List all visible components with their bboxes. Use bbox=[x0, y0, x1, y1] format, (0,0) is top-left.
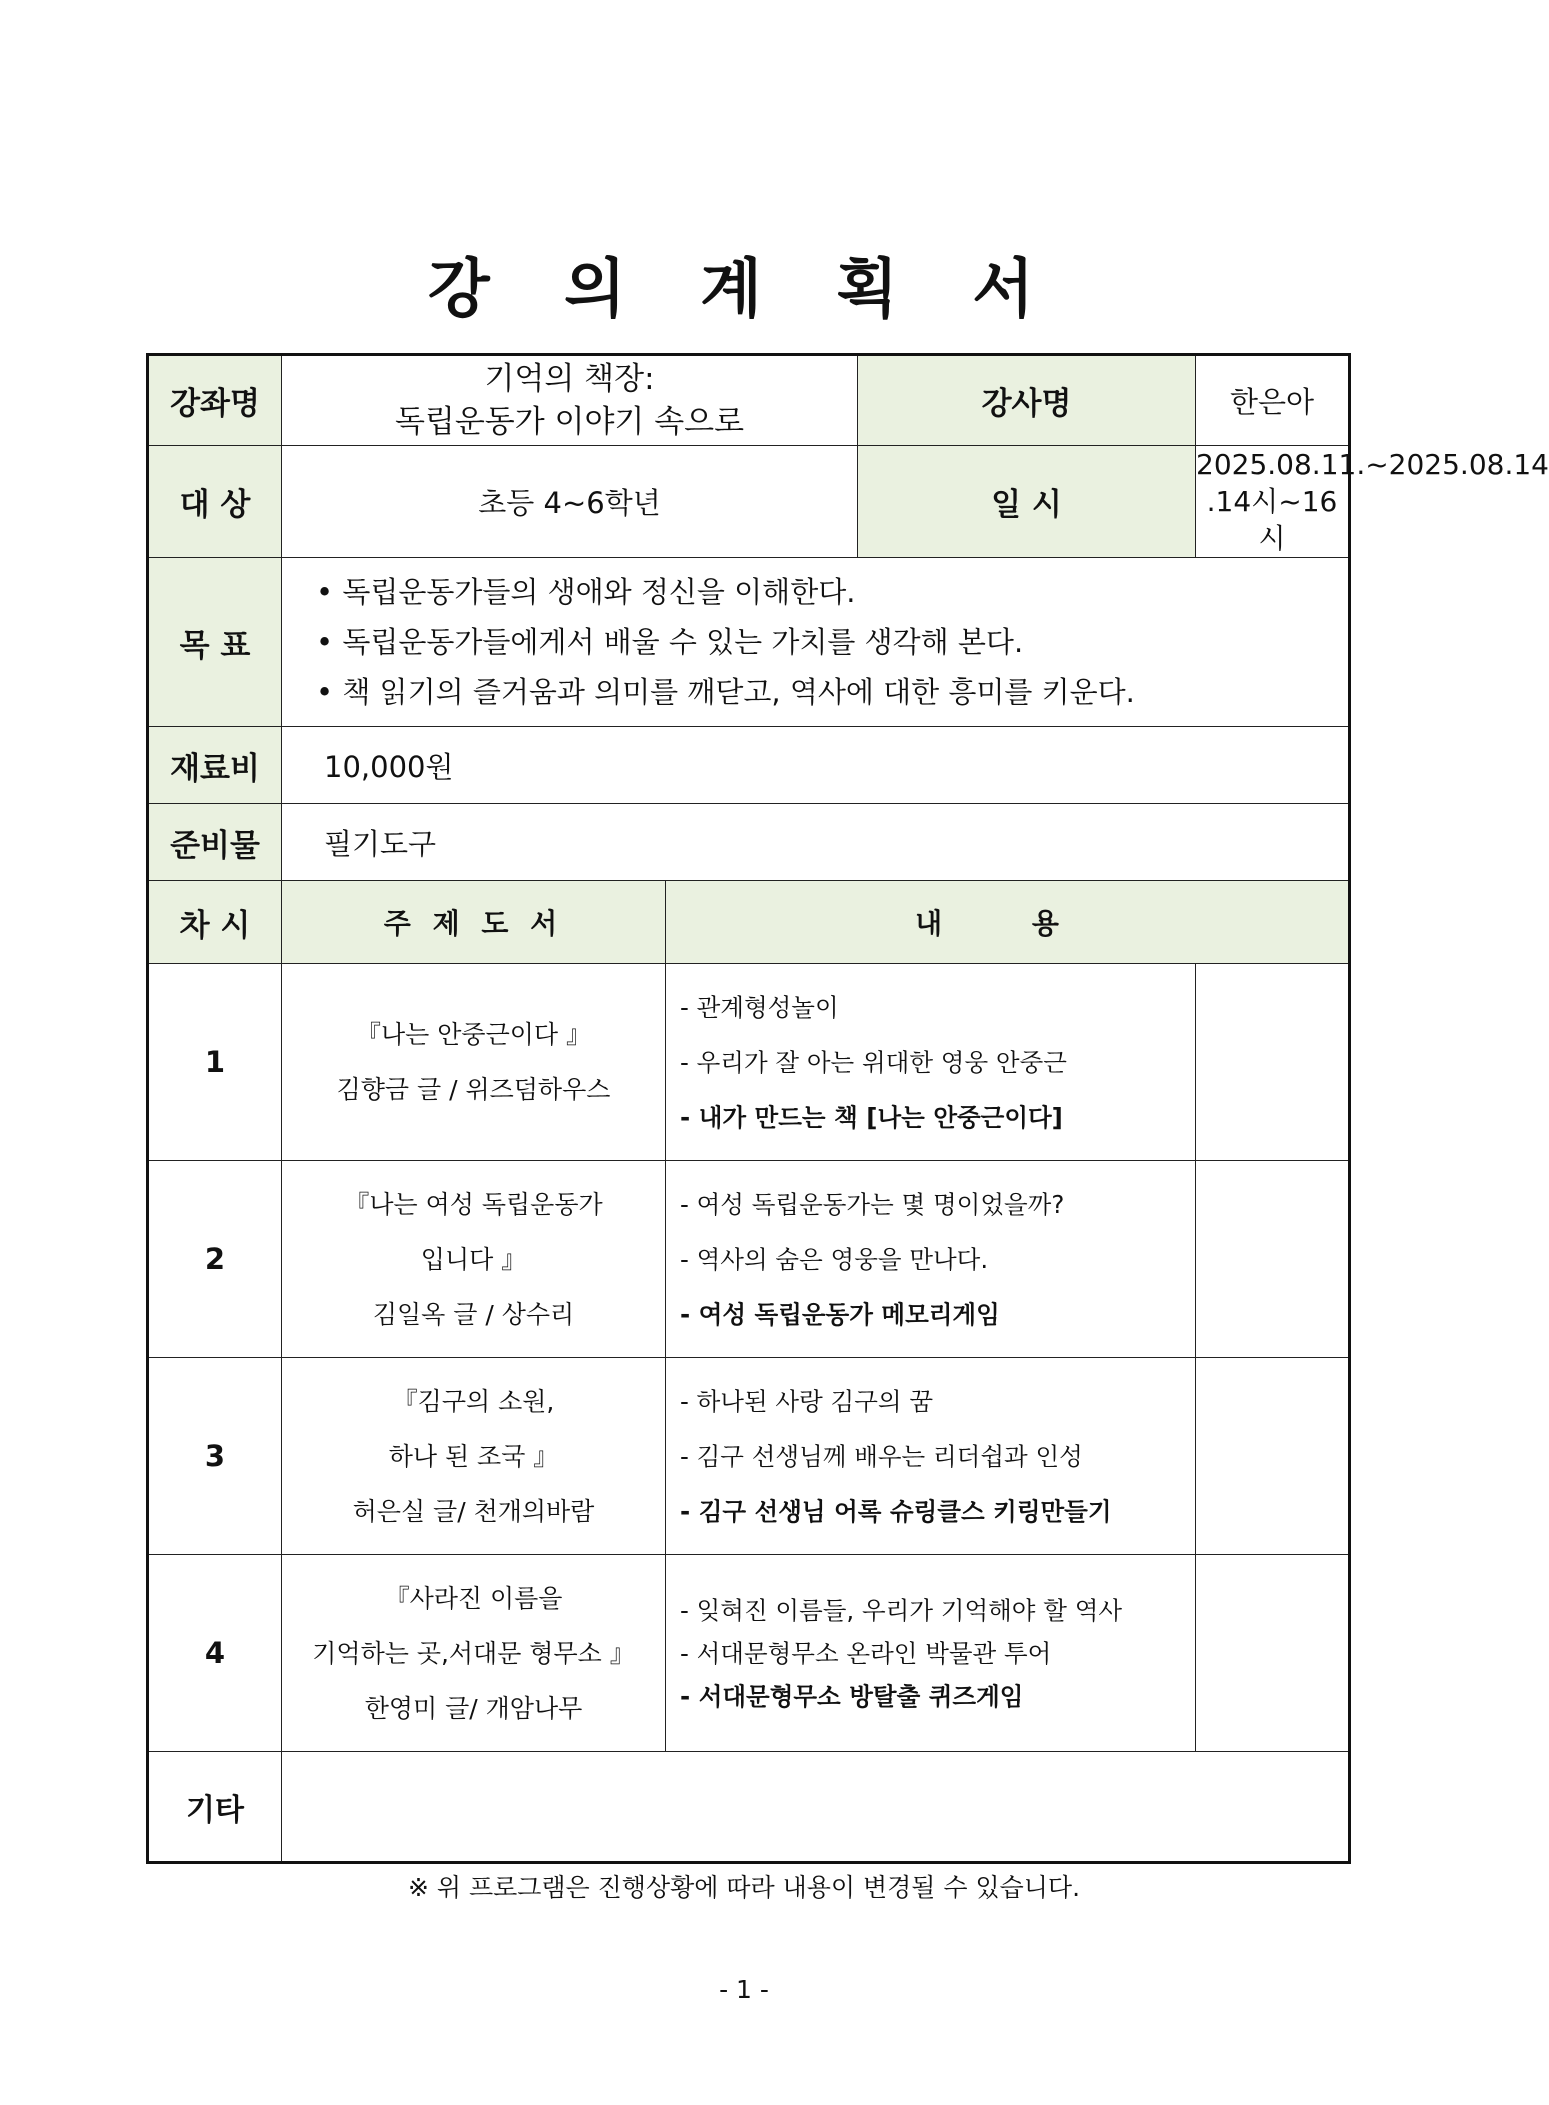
content-list bbox=[666, 1374, 1195, 1539]
date-value bbox=[1196, 446, 1549, 558]
instructor-label: 강사명 bbox=[858, 355, 1196, 446]
course-label: 강좌명 bbox=[148, 355, 282, 446]
book-author-line: 한영미 글/ 개암나무 bbox=[364, 1693, 583, 1723]
session-row-3 bbox=[148, 1358, 1350, 1555]
etc-label: 기타 bbox=[148, 1752, 282, 1863]
session-book bbox=[282, 1358, 666, 1555]
session-book bbox=[282, 1555, 666, 1752]
course-row bbox=[148, 355, 1350, 446]
date-label: 일 시 bbox=[858, 446, 1196, 558]
etc-value bbox=[282, 1752, 1350, 1863]
session-header: 차 시 bbox=[148, 881, 282, 964]
lecture-plan-table bbox=[146, 353, 1549, 1864]
content-item: - 역사의 숨은 영웅을 만나다. bbox=[680, 1244, 989, 1274]
target-value: 초등 4~6학년 bbox=[282, 446, 858, 558]
session-content bbox=[666, 1161, 1196, 1358]
goal-label: 목 표 bbox=[148, 558, 282, 727]
content-item: - 김구 선생님께 배우는 리더쉽과 인성 bbox=[680, 1441, 1083, 1471]
goal-item: • 독립운동가들에게서 배울 수 있는 가치를 생각해 본다. bbox=[316, 617, 1348, 667]
session-note bbox=[1196, 1161, 1350, 1358]
book-title-line: 『나는 안중근이다 』 bbox=[356, 1020, 591, 1049]
content-header: 내 용 bbox=[666, 881, 1350, 964]
prep-label: 준비물 bbox=[148, 804, 282, 881]
session-note bbox=[1196, 964, 1350, 1161]
content-item: - 여성 독립운동가 메모리게임 bbox=[680, 1299, 1000, 1329]
content-item: - 내가 만드는 책 [나는 안중근이다] bbox=[680, 1102, 1063, 1132]
target-label: 대 상 bbox=[148, 446, 282, 558]
content-list bbox=[666, 1177, 1195, 1342]
session-row-1 bbox=[148, 964, 1350, 1161]
content-item: - 여성 독립운동가는 몇 명이었을까? bbox=[680, 1189, 1065, 1219]
session-number: 1 bbox=[148, 964, 282, 1161]
book-title-line: 『나는 여성 독립운동가 bbox=[344, 1189, 603, 1219]
session-row-4 bbox=[148, 1555, 1350, 1752]
prep-value: 필기도구 bbox=[282, 804, 1350, 881]
page-number: - 1 - bbox=[719, 1975, 769, 2004]
content-item: - 우리가 잘 아는 위대한 영웅 안중근 bbox=[680, 1047, 1067, 1077]
goal-item: • 책 읽기의 즐거움과 의미를 깨닫고, 역사에 대한 흥미를 키운다. bbox=[316, 667, 1348, 717]
session-note bbox=[1196, 1555, 1350, 1752]
course-name-line1: 기억의 책장: bbox=[484, 360, 655, 397]
page-title: 강 의 계 획 서 bbox=[427, 253, 1061, 327]
session-content bbox=[666, 1555, 1196, 1752]
session-row-2 bbox=[148, 1161, 1350, 1358]
content-item: - 잊혀진 이름들, 우리가 기억해야 할 역사 bbox=[680, 1595, 1123, 1625]
content-item: - 서대문형무소 방탈출 퀴즈게임 bbox=[680, 1681, 1024, 1711]
content-list bbox=[666, 1589, 1195, 1718]
content-item: - 관계형성놀이 bbox=[680, 992, 839, 1022]
content-item: - 서대문형무소 온라인 박물관 투어 bbox=[680, 1638, 1052, 1668]
session-content bbox=[666, 964, 1196, 1161]
material-value: 10,000원 bbox=[282, 727, 1350, 804]
date-line2: .14시~16시 bbox=[1206, 485, 1338, 555]
course-name bbox=[282, 355, 858, 446]
book-title-line: 기억하는 곳,서대문 형무소 』 bbox=[312, 1638, 635, 1668]
book-author-line: 김일옥 글 / 상수리 bbox=[372, 1299, 575, 1329]
content-list bbox=[666, 980, 1195, 1145]
session-book bbox=[282, 1161, 666, 1358]
session-number: 3 bbox=[148, 1358, 282, 1555]
session-note bbox=[1196, 1358, 1350, 1555]
instructor-name: 한은아 bbox=[1196, 355, 1350, 446]
date-line1: 2025.08.11.~2025.08.14 bbox=[1196, 448, 1549, 481]
session-book bbox=[282, 964, 666, 1161]
footnote: ※ 위 프로그램은 진행상황에 따라 내용이 변경될 수 있습니다. bbox=[407, 1873, 1081, 1902]
goal-list bbox=[282, 559, 1348, 725]
target-row bbox=[148, 446, 1350, 558]
content-item: - 김구 선생님 어록 슈링클스 키링만들기 bbox=[680, 1496, 1112, 1526]
content-item: - 하나된 사랑 김구의 꿈 bbox=[680, 1386, 933, 1416]
session-number: 2 bbox=[148, 1161, 282, 1358]
goal-row bbox=[148, 558, 1350, 727]
goal-item: • 독립운동가들의 생애와 정신을 이해한다. bbox=[316, 567, 1348, 617]
material-label: 재료비 bbox=[148, 727, 282, 804]
prep-row bbox=[148, 804, 1350, 881]
book-title-line: 『김구의 소원, bbox=[392, 1386, 555, 1416]
session-number: 4 bbox=[148, 1555, 282, 1752]
book-author-line: 허은실 글/ 천개의바람 bbox=[352, 1496, 595, 1526]
material-row bbox=[148, 727, 1350, 804]
course-name-line2: 독립운동가 이야기 속으로 bbox=[394, 403, 745, 440]
book-title-line: 『사라진 이름을 bbox=[384, 1583, 563, 1613]
book-title-line: 하나 된 조국 』 bbox=[388, 1441, 559, 1471]
book-author-line: 김향금 글 / 위즈덤하우스 bbox=[336, 1075, 611, 1104]
book-title-line: 입니다 』 bbox=[420, 1244, 527, 1274]
session-content bbox=[666, 1358, 1196, 1555]
etc-row bbox=[148, 1752, 1350, 1863]
book-header: 주 제 도 서 bbox=[282, 881, 666, 964]
sessions-header-row bbox=[148, 881, 1350, 964]
goal-cell bbox=[282, 558, 1350, 727]
